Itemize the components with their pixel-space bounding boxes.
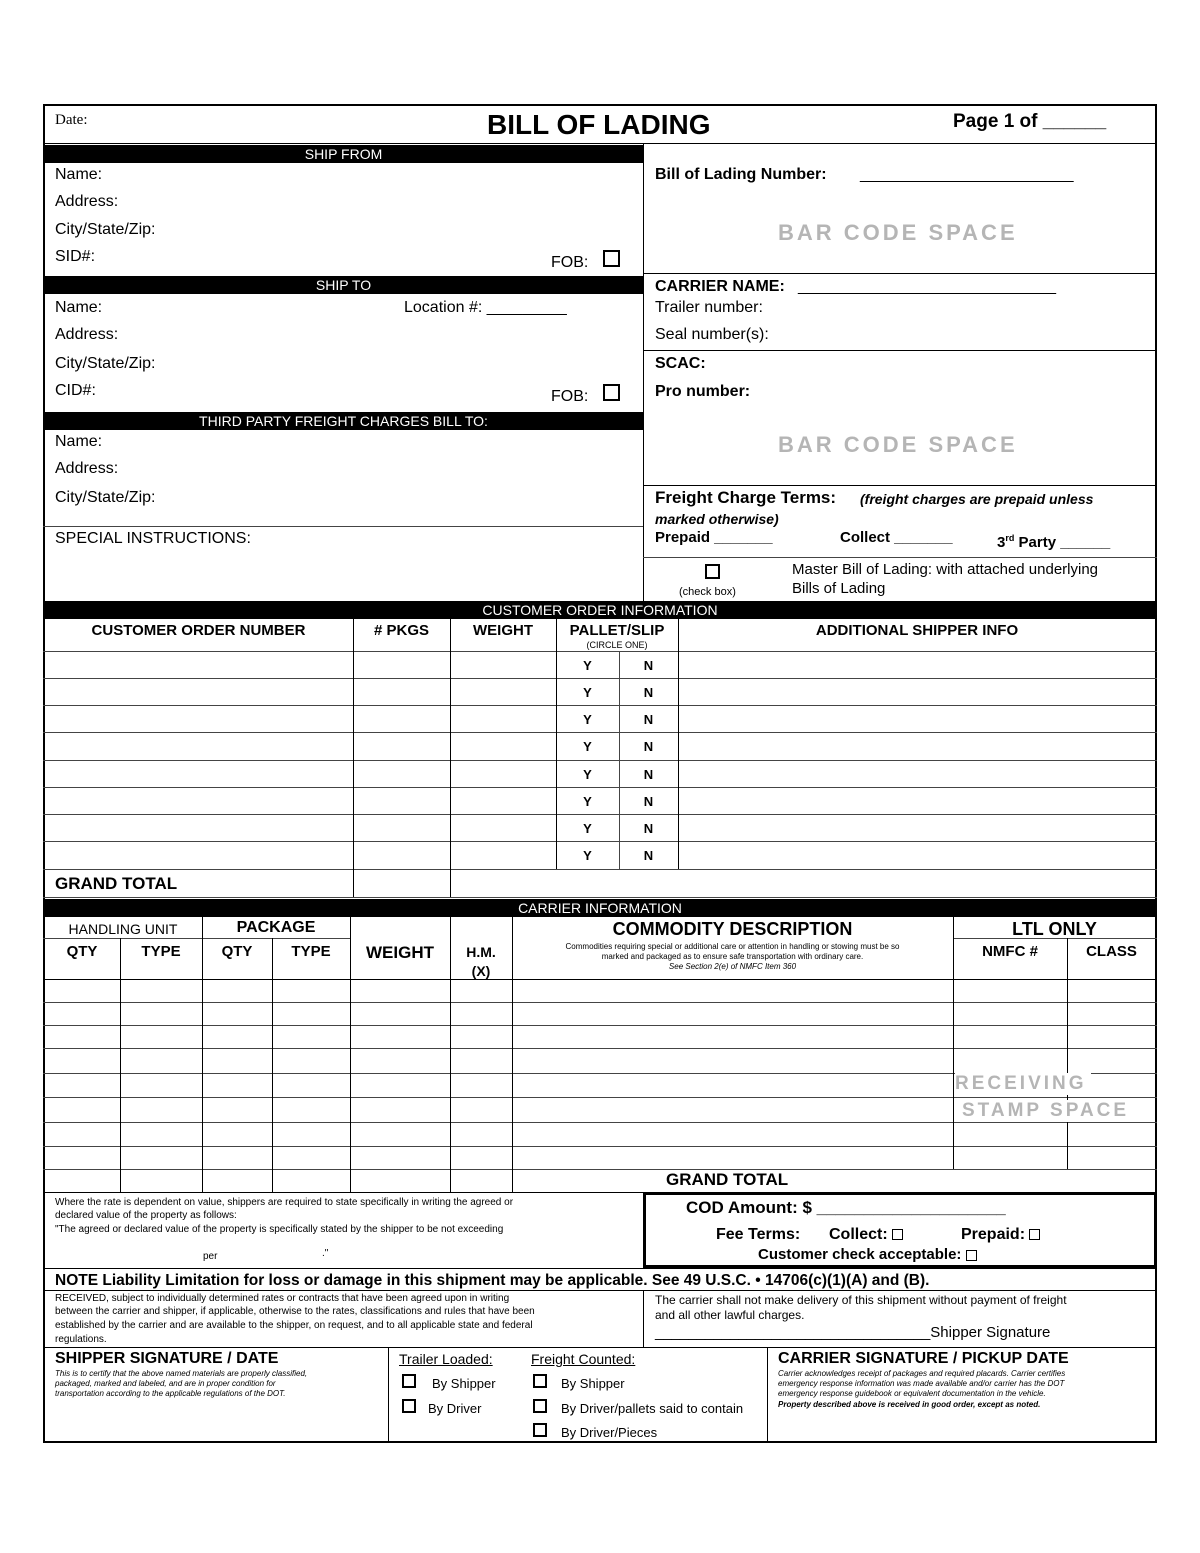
- pallet-yes-option[interactable]: Y: [583, 821, 592, 836]
- weight-header: WEIGHT: [366, 943, 434, 962]
- pallet-yes-option[interactable]: Y: [583, 848, 592, 863]
- handling-unit-header: HANDLING UNIT: [68, 921, 178, 937]
- hm-x-header: (X): [471, 963, 491, 979]
- grid-line: [43, 1002, 1157, 1003]
- col-additional-info: ADDITIONAL SHIPPER INFO: [815, 622, 1019, 639]
- customer-check[interactable]: Customer check acceptable:: [758, 1246, 977, 1264]
- grid-line: [43, 787, 1157, 788]
- special-instructions[interactable]: SPECIAL INSTRUCTIONS:: [55, 530, 251, 547]
- divider: [643, 350, 1157, 351]
- package-header: PACKAGE: [236, 919, 316, 936]
- freight-terms-note: (freight charges are prepaid unless: [860, 491, 1094, 507]
- pkg-qty-header: QTY: [221, 943, 253, 960]
- customer-check-checkbox[interactable]: [966, 1250, 977, 1261]
- received-text-4: regulations.: [55, 1334, 107, 1345]
- carrier-payment-text-2: and all other lawful charges.: [655, 1308, 805, 1322]
- counted-by-driver-pallets: By Driver/pallets said to contain: [561, 1401, 744, 1416]
- grid-line: [43, 1146, 1157, 1147]
- value-per: per: [203, 1251, 218, 1262]
- trailer-number[interactable]: Trailer number:: [655, 299, 763, 316]
- grid-line: [43, 814, 1157, 815]
- class-header: CLASS: [1086, 943, 1137, 960]
- commodity-note: Commodities requiring special or additional care or attention in handling or stowing must be so: [565, 942, 900, 951]
- counted-by-driver-pieces: By Driver/Pieces: [561, 1425, 658, 1440]
- ship-from-name[interactable]: Name:: [55, 166, 103, 183]
- ship-to-name[interactable]: Name:: [55, 299, 103, 316]
- third-party-city[interactable]: City/State/Zip:: [55, 489, 156, 506]
- col-circle-one: (CIRCLE ONE): [586, 640, 648, 650]
- ship-from-sid[interactable]: SID#:: [55, 248, 96, 265]
- master-bol-checkbox[interactable]: [705, 564, 720, 579]
- commodity-description-header: COMMODITY DESCRIPTION: [612, 919, 853, 939]
- pallet-yes-option[interactable]: Y: [583, 739, 592, 754]
- hu-qty-header: QTY: [66, 943, 98, 960]
- divider: [643, 273, 1157, 274]
- pallet-yes-option[interactable]: Y: [583, 794, 592, 809]
- divider: [643, 485, 1157, 486]
- grid-line: [43, 1122, 1157, 1123]
- grid-line: [450, 619, 451, 869]
- bol-number-line[interactable]: ________________________: [860, 166, 1074, 183]
- trailer-by-shipper: By Shipper: [432, 1376, 496, 1391]
- received-text-3: established by the carrier and are available to the shipper, on request, and to all applicable state and federal: [55, 1320, 533, 1331]
- grid-line: [43, 938, 350, 939]
- master-bol-text-2: Bills of Lading: [792, 580, 886, 597]
- grid-line: [450, 869, 451, 897]
- pallet-yes-option[interactable]: Y: [583, 658, 592, 673]
- value-text-2: declared value of the property as follows:: [55, 1210, 237, 1221]
- grid-line: [43, 760, 1157, 761]
- pro-number-label[interactable]: Pro number:: [655, 383, 751, 400]
- collect-term[interactable]: Collect _______: [840, 529, 953, 546]
- carrier-info-bar: CARRIER INFORMATION: [44, 899, 1156, 917]
- grid-line: [450, 917, 451, 1192]
- pallet-yes-option[interactable]: Y: [583, 767, 592, 782]
- third-party-term[interactable]: 3rd Party ______: [997, 533, 1111, 551]
- grid-line: [43, 869, 1157, 870]
- divider: [43, 1347, 1157, 1348]
- bol-number-label: Bill of Lading Number:: [655, 166, 827, 183]
- pallet-no-option[interactable]: N: [643, 821, 654, 836]
- trailer-loaded-title: Trailer Loaded:: [399, 1351, 493, 1367]
- ship-to-cid[interactable]: CID#:: [55, 382, 96, 399]
- ship-to-address[interactable]: Address:: [55, 326, 119, 343]
- shipper-cert-3: transportation according to the applicable regulations of the DOT.: [55, 1389, 286, 1398]
- carrier-name-line[interactable]: _____________________________: [798, 278, 1057, 295]
- divider: [43, 1268, 1157, 1269]
- grid-line: [43, 979, 1157, 980]
- ltl-only-header: LTL ONLY: [1012, 919, 1097, 939]
- third-party-bar: THIRD PARTY FREIGHT CHARGES BILL TO:: [44, 412, 643, 430]
- receiving-stamp-space-2: STAMP SPACE: [962, 1100, 1135, 1122]
- value-text: Where the rate is dependent on value, shippers are required to state specifically in writing the agreed or: [55, 1197, 514, 1208]
- grid-line: [43, 1048, 1157, 1049]
- received-text: RECEIVED, subject to individually determined rates or contracts that have been agreed upon in writing: [55, 1293, 510, 1304]
- prepaid-term[interactable]: Prepaid _______: [655, 529, 773, 546]
- col-weight: WEIGHT: [473, 622, 533, 639]
- page-number: Page 1 of ______: [953, 111, 1107, 132]
- divider: [643, 143, 644, 601]
- grid-line: [43, 732, 1157, 733]
- pkg-type-header: TYPE: [291, 943, 331, 960]
- commodity-note-3: See Section 2(e) of NMFC Item 360: [668, 962, 797, 971]
- pallet-no-option[interactable]: N: [643, 848, 654, 863]
- shipper-cert: This is to certify that the above named materials are properly classified,: [55, 1369, 308, 1378]
- carrier-cert-3: emergency response guidebook or equivalent documentation in the vehicle.: [778, 1389, 1046, 1398]
- bol-barcode-space: BAR CODE SPACE: [778, 220, 1018, 245]
- grid-line: [43, 678, 1157, 679]
- receiving-stamp-space: RECEIVING: [955, 1073, 1091, 1095]
- carrier-cert-4: Property described above is received in good order, except as noted.: [778, 1400, 1041, 1409]
- grid-line: [1067, 938, 1068, 1169]
- pallet-no-option[interactable]: N: [643, 767, 654, 782]
- order-grand-total: GRAND TOTAL: [55, 874, 178, 893]
- grid-line: [353, 869, 354, 897]
- divider: [43, 1290, 1157, 1291]
- ship-from-bar: SHIP FROM: [44, 145, 643, 163]
- ship-to-fob-checkbox[interactable]: [603, 384, 620, 401]
- grid-line: [43, 841, 1157, 842]
- check-box-label: (check box): [679, 586, 736, 598]
- grid-line: [953, 938, 1157, 939]
- third-party-name[interactable]: Name:: [55, 433, 103, 450]
- grid-line: [43, 705, 1157, 706]
- freight-terms-label: Freight Charge Terms:: [655, 488, 837, 507]
- ship-from-city[interactable]: City/State/Zip:: [55, 221, 156, 238]
- trailer-by-driver: By Driver: [428, 1401, 482, 1416]
- scac-label[interactable]: SCAC:: [655, 355, 706, 372]
- grid-line: [350, 917, 351, 1192]
- grid-line: [353, 619, 354, 869]
- value-text-3: "The agreed or declared value of the property is specifically stated by the shipper to be not exceeding: [55, 1224, 504, 1235]
- hu-type-header: TYPE: [141, 943, 181, 960]
- pallet-no-option[interactable]: N: [643, 685, 654, 700]
- date-label: Date:: [55, 112, 88, 128]
- grid-line: [43, 897, 1157, 898]
- ship-to-city[interactable]: City/State/Zip:: [55, 355, 156, 372]
- col-pkgs: # PKGS: [373, 622, 430, 639]
- value-end: .": [322, 1248, 329, 1259]
- divider: [43, 526, 643, 527]
- shipper-signature-title[interactable]: SHIPPER SIGNATURE / DATE: [55, 1350, 279, 1367]
- grid-line: [120, 938, 121, 1192]
- grid-line: [272, 938, 273, 1192]
- document-title: BILL OF LADING: [487, 109, 711, 140]
- divider: [388, 1347, 389, 1443]
- nmfc-header: NMFC #: [982, 943, 1038, 960]
- fee-terms-label: Fee Terms:: [716, 1226, 801, 1243]
- collect-checkbox[interactable]: [892, 1229, 903, 1240]
- cod-amount[interactable]: COD Amount: $ ____________________: [686, 1198, 1006, 1217]
- freight-counted-title: Freight Counted:: [531, 1351, 636, 1367]
- counted-by-shipper: By Shipper: [561, 1376, 625, 1391]
- col-pallet-slip: PALLET/SLIP: [569, 622, 665, 639]
- pallet-no-option[interactable]: N: [643, 739, 654, 754]
- carrier-name-label: CARRIER NAME:: [655, 278, 785, 295]
- shipper-signature-line[interactable]: _________________________________Shipper Signature: [655, 1324, 1051, 1341]
- divider: [643, 1290, 644, 1347]
- carrier-grand-total: GRAND TOTAL: [666, 1170, 789, 1189]
- ship-from-address[interactable]: Address:: [55, 193, 119, 210]
- master-bol-text: Master Bill of Lading: with attached underlying: [792, 561, 1099, 578]
- trailer-by-driver-checkbox[interactable]: [402, 1397, 416, 1415]
- pro-barcode-space: BAR CODE SPACE: [778, 432, 1018, 457]
- carrier-signature-title[interactable]: CARRIER SIGNATURE / PICKUP DATE: [778, 1350, 1069, 1367]
- shipper-cert-2: packaged, marked and labeled, and are in proper condition for: [55, 1379, 276, 1388]
- divider: [643, 557, 1157, 558]
- ship-to-location[interactable]: Location #: _________: [404, 299, 567, 316]
- pallet-no-option[interactable]: N: [643, 658, 654, 673]
- carrier-cert: Carrier acknowledges receipt of packages and required placards. Carrier certifies: [778, 1369, 1066, 1378]
- hm-header: H.M.: [466, 944, 496, 960]
- pallet-no-option[interactable]: N: [643, 712, 654, 727]
- ship-to-fob-label: FOB:: [551, 388, 589, 405]
- grid-line: [43, 1169, 1157, 1170]
- pallet-yes-option[interactable]: Y: [583, 712, 592, 727]
- ship-to-bar: SHIP TO: [44, 276, 643, 294]
- grid-line: [43, 651, 1157, 652]
- ship-from-fob-checkbox[interactable]: [603, 250, 620, 267]
- divider: [767, 1347, 768, 1443]
- grid-line: [678, 619, 679, 869]
- pallet-no-option[interactable]: N: [643, 794, 654, 809]
- received-text-2: between the carrier and shipper, if applicable, otherwise to the rates, classifications and rules that have been: [55, 1306, 535, 1317]
- ship-from-fob-label: FOB:: [551, 254, 589, 271]
- freight-terms-note-2: marked otherwise): [655, 511, 779, 527]
- counted-by-driver-pieces-checkbox[interactable]: [533, 1421, 547, 1439]
- third-party-address[interactable]: Address:: [55, 460, 119, 477]
- grid-line: [953, 917, 954, 1169]
- carrier-payment-text: The carrier shall not make delivery of this shipment without payment of freight: [655, 1293, 1067, 1307]
- counted-by-shipper-checkbox[interactable]: [533, 1372, 547, 1390]
- divider: [43, 143, 1157, 144]
- customer-order-bar: CUSTOMER ORDER INFORMATION: [44, 601, 1156, 619]
- fee-prepaid[interactable]: Prepaid:: [961, 1226, 1040, 1244]
- pallet-yes-option[interactable]: Y: [583, 685, 592, 700]
- carrier-cert-2: emergency response information was made available and/or carrier has the DOT: [778, 1379, 1065, 1388]
- liability-note: NOTE Liability Limitation for loss or damage in this shipment may be applicable. See 49 U.S.C. • 14706(c)(1)(A) and (B).: [55, 1272, 930, 1289]
- seal-number[interactable]: Seal number(s):: [655, 326, 769, 343]
- counted-by-driver-pallets-checkbox[interactable]: [533, 1397, 547, 1415]
- commodity-note-2: marked and packaged as to ensure safe transportation with ordinary care.: [601, 952, 864, 961]
- trailer-by-shipper-checkbox[interactable]: [402, 1372, 416, 1390]
- fee-collect[interactable]: Collect:: [829, 1226, 903, 1244]
- grid-line: [43, 1097, 1157, 1098]
- grid-line: [202, 917, 203, 1192]
- grid-line: [43, 1025, 1157, 1026]
- col-customer-order-number: CUSTOMER ORDER NUMBER: [91, 622, 306, 639]
- grid-line: [512, 917, 513, 1192]
- prepaid-checkbox[interactable]: [1029, 1229, 1040, 1240]
